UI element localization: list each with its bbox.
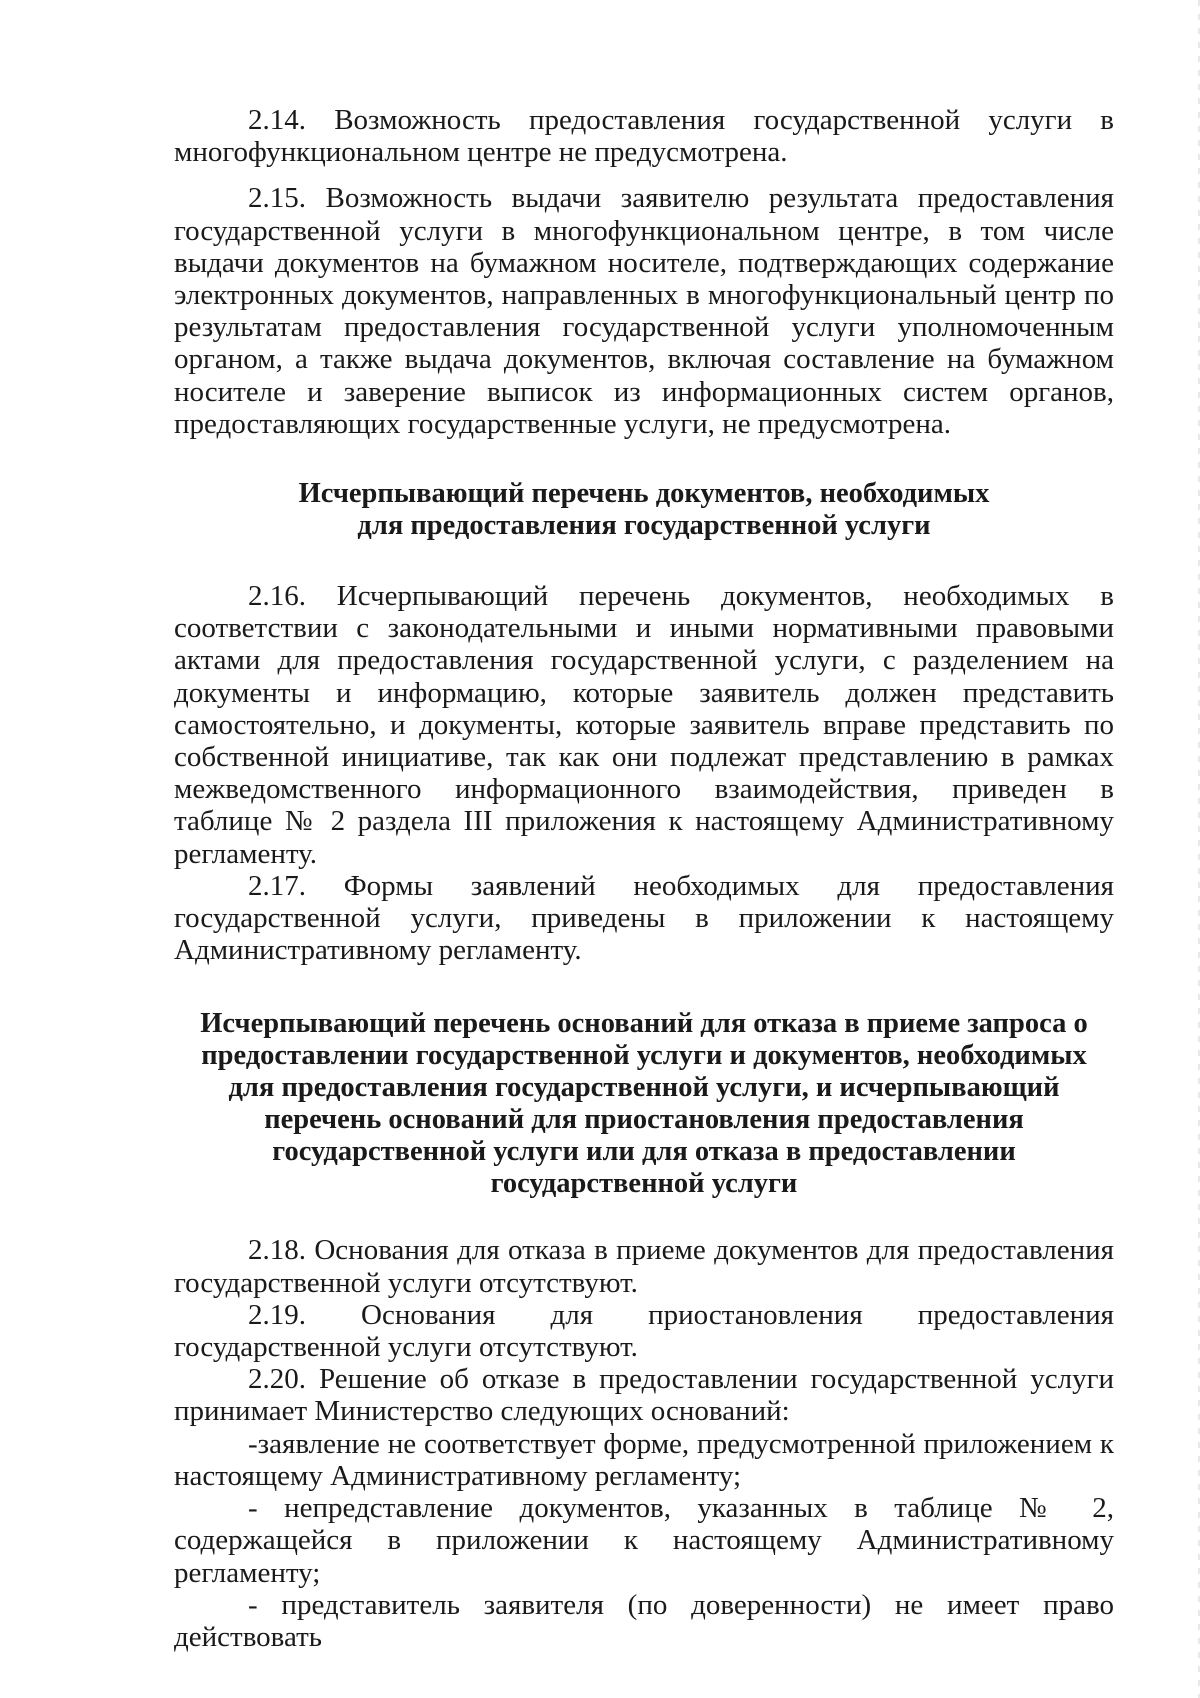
paragraph-2-20: 2.20. Решение об отказе в предоставлении государственной услуги принимает Министерство следующих оснований: [174, 1363, 1114, 1428]
paragraph-2-14: 2.14. Возможность предоставления государственной услуги в многофункциональном центре не предусмотрена. [174, 104, 1114, 169]
paragraph-2-19: 2.19. Основания для приостановления предоставления государственной услуги отсутствуют. [174, 1298, 1114, 1364]
heading-line: для предоставления государственной услуги, и исчерпывающий [228, 1072, 1060, 1104]
heading-line: предоставлении государственной услуги и документов, необходимых [201, 1040, 1087, 1072]
heading-line: государственной услуги [490, 1168, 798, 1200]
heading-line: государственной услуги или для отказа в предоставлении [272, 1136, 1016, 1168]
heading-line: Исчерпывающий перечень оснований для отказа в приеме запроса о [200, 1008, 1088, 1040]
heading-line: перечень оснований для приостановления предоставления [264, 1104, 1024, 1136]
paragraph-2-16: 2.16. Исчерпывающий перечень документов, необходимых в соответствии с законодательными и иными нормативными правовыми актами для предоставления государственной услуги, с разделением на документы и информацию, которые заявитель должен представить самостоятельно, и документы, которые заявитель вправе представить по собственной инициативе, так как они подлежат представлению в рамках межведомственного информационного взаимодействия, приведен в таблице № 2 раздела III приложения к настоящему Административному регламенту. [174, 580, 1114, 870]
section-heading-documents-list [174, 478, 1114, 542]
list-item-refusal-representative: - представитель заявителя (по доверенности) не имеет право действовать [174, 1588, 1114, 1653]
section-heading-refusal-grounds [174, 1008, 1114, 1200]
heading-line: для предоставления государственной услуги [357, 510, 931, 542]
document-page [174, 104, 1114, 1653]
paragraph-2-18: 2.18. Основания для отказа в приеме документов для предоставления государственной услуги отсутствуют. [174, 1234, 1114, 1299]
paragraph-2-17: 2.17. Формы заявлений необходимых для предоставления государственной услуги, приведены в приложении к настоящему Административному регламенту. [174, 869, 1114, 967]
list-item-refusal-documents: - непредставление документов, указанных в таблице № 2, содержащейся в приложении к настоящему Административному регламенту; [174, 1492, 1114, 1589]
paragraph-2-15: 2.15. Возможность выдачи заявителю результата предоставления государственной услуги в многофункциональном центре, в том числе выдачи документов на бумажном носителе, подтверждающих содержание электронных документов, направленных в многофункциональный центр по результатам предоставления государственной услуги уполномоченным органом, а также выдача документов, включая составление на бумажном носителе и заверение выписок из информационных систем органов, предоставляющих государственные услуги, не предусмотрена. [174, 182, 1114, 440]
list-item-refusal-form: -заявление не соответствует форме, предусмотренной приложением к настоящему Административному регламенту; [174, 1427, 1114, 1492]
heading-line: Исчерпывающий перечень документов, необходимых [298, 478, 990, 510]
